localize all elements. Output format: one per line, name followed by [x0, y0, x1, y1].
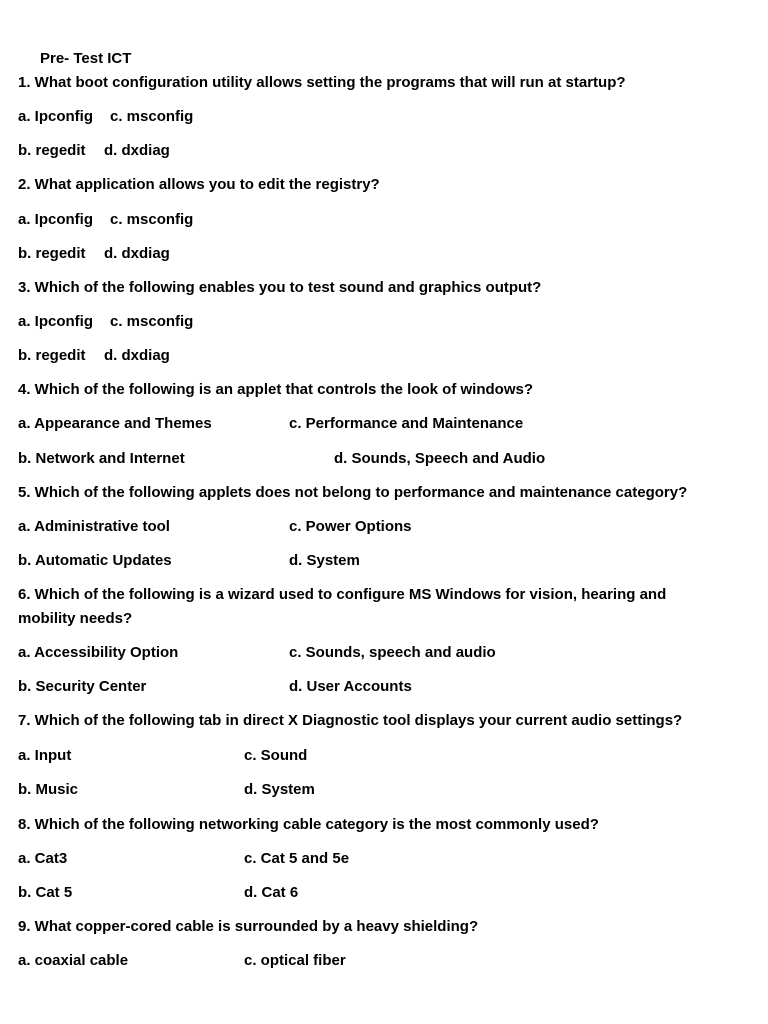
question-8-stem: 8. Which of the following networking cable category is the most commonly used?: [18, 816, 599, 833]
question-7-option-b: b. Music: [18, 781, 79, 798]
question-3-option-c: c. msconfig: [110, 313, 194, 330]
question-2-option-d: d. dxdiag: [104, 245, 170, 262]
question-4-option-d: d. Sounds, Speech and Audio: [334, 450, 546, 467]
page-title: Pre- Test ICT: [40, 50, 132, 67]
question-8-option-d: d. Cat 6: [244, 884, 299, 901]
question-1-option-a: a. Ipconfig: [18, 108, 93, 125]
question-1-option-b: b. regedit: [18, 142, 86, 159]
question-8-option-c: c. Cat 5 and 5e: [244, 850, 350, 867]
question-3-option-a: a. Ipconfig: [18, 313, 93, 330]
question-7-option-c: c. Sound: [244, 747, 308, 764]
question-1-stem: 1. What boot configuration utility allows setting the programs that will run at startup?: [18, 74, 626, 91]
question-6-option-d: d. User Accounts: [289, 678, 412, 695]
question-2-option-b: b. regedit: [18, 245, 86, 262]
question-1-option-d: d. dxdiag: [104, 142, 170, 159]
question-3-option-b: b. regedit: [18, 347, 86, 364]
question-2-option-a: a. Ipconfig: [18, 211, 93, 228]
question-1-option-c: c. msconfig: [110, 108, 194, 125]
question-5-option-b: b. Automatic Updates: [18, 552, 172, 569]
question-5-option-d: d. System: [289, 552, 360, 569]
question-2-option-c: c. msconfig: [110, 211, 194, 228]
question-5-stem: 5. Which of the following applets does not belong to performance and maintenance category?: [18, 484, 688, 501]
question-6-stem-continued: mobility needs?: [18, 610, 133, 627]
question-2-stem: 2. What application allows you to edit the registry?: [18, 176, 380, 193]
question-4-option-c: c. Performance and Maintenance: [289, 415, 524, 432]
question-7-stem: 7. Which of the following tab in direct X Diagnostic tool displays your current audio settings?: [18, 712, 683, 729]
question-7-option-d: d. System: [244, 781, 315, 798]
question-6-stem: 6. Which of the following is a wizard used to configure MS Windows for vision, hearing and: [18, 586, 667, 603]
question-4-stem: 4. Which of the following is an applet that controls the look of windows?: [18, 381, 533, 398]
question-9-option-c: c. optical fiber: [244, 952, 346, 969]
question-8-option-a: a. Cat3: [18, 850, 68, 867]
question-8-option-b: b. Cat 5: [18, 884, 73, 901]
question-3-stem: 3. Which of the following enables you to test sound and graphics output?: [18, 279, 542, 296]
question-4-option-b: b. Network and Internet: [18, 450, 185, 467]
question-3-option-d: d. dxdiag: [104, 347, 170, 364]
question-9-stem: 9. What copper-cored cable is surrounded by a heavy shielding?: [18, 918, 479, 935]
question-6-option-a: a. Accessibility Option: [18, 644, 179, 661]
question-6-option-c: c. Sounds, speech and audio: [289, 644, 496, 661]
question-9-option-a: a. coaxial cable: [18, 952, 129, 969]
question-5-option-a: a. Administrative tool: [18, 518, 170, 535]
question-7-option-a: a. Input: [18, 747, 72, 764]
question-5-option-c: c. Power Options: [289, 518, 412, 535]
question-4-option-a: a. Appearance and Themes: [18, 415, 212, 432]
question-6-option-b: b. Security Center: [18, 678, 147, 695]
